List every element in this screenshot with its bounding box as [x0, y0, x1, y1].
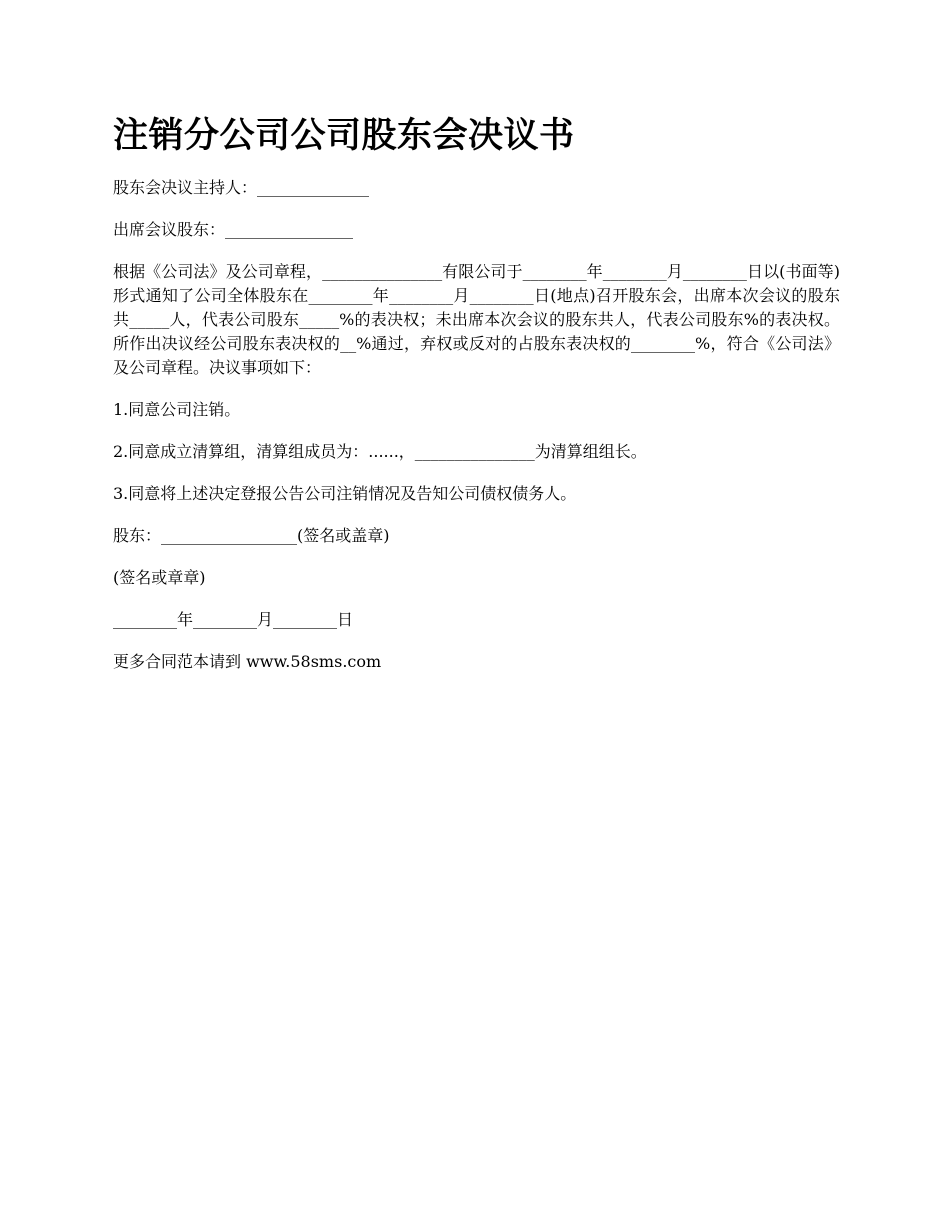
- shareholder-signature-line: 股东：_________________(签名或盖章): [113, 526, 390, 545]
- document-page: [113, 110, 840, 692]
- resolution-item-2: 2.同意成立清算组，清算组成员为：......，_______________为清算组组长。: [113, 442, 647, 461]
- footer-link-text: 更多合同范本请到 www.58sms.com: [113, 652, 382, 671]
- resolution-body: 根据《公司法》及公司章程，_______________有限公司于________年________月________日以(书面等)形式通知了公司全体股东在________年________月________日(地点)召开股东会，出席本次会议的股东共_____人，代表公司股东_____%的表决权；未出席本次会议的股东共人，代表公司股东%的表决权。所作出决议经公司股东表决权的__%通过，弃权或反对的占股东表决权的________%，符合《公司法》及公司章程。决议事项如下：: [113, 262, 840, 377]
- resolution-item-1: 1.同意公司注销。: [113, 400, 241, 419]
- resolution-item-3: 3.同意将上述决定登报公告公司注销情况及告知公司债权债务人。: [113, 484, 577, 503]
- host-line: 股东会决议主持人：______________: [113, 178, 370, 197]
- attendees-line: 出席会议股东：________________: [113, 220, 354, 239]
- signature-note: (签名或章章): [113, 568, 206, 587]
- document-title: 注销分公司公司股东会决议书: [113, 116, 575, 156]
- date-line: ________年________月________日: [113, 610, 354, 629]
